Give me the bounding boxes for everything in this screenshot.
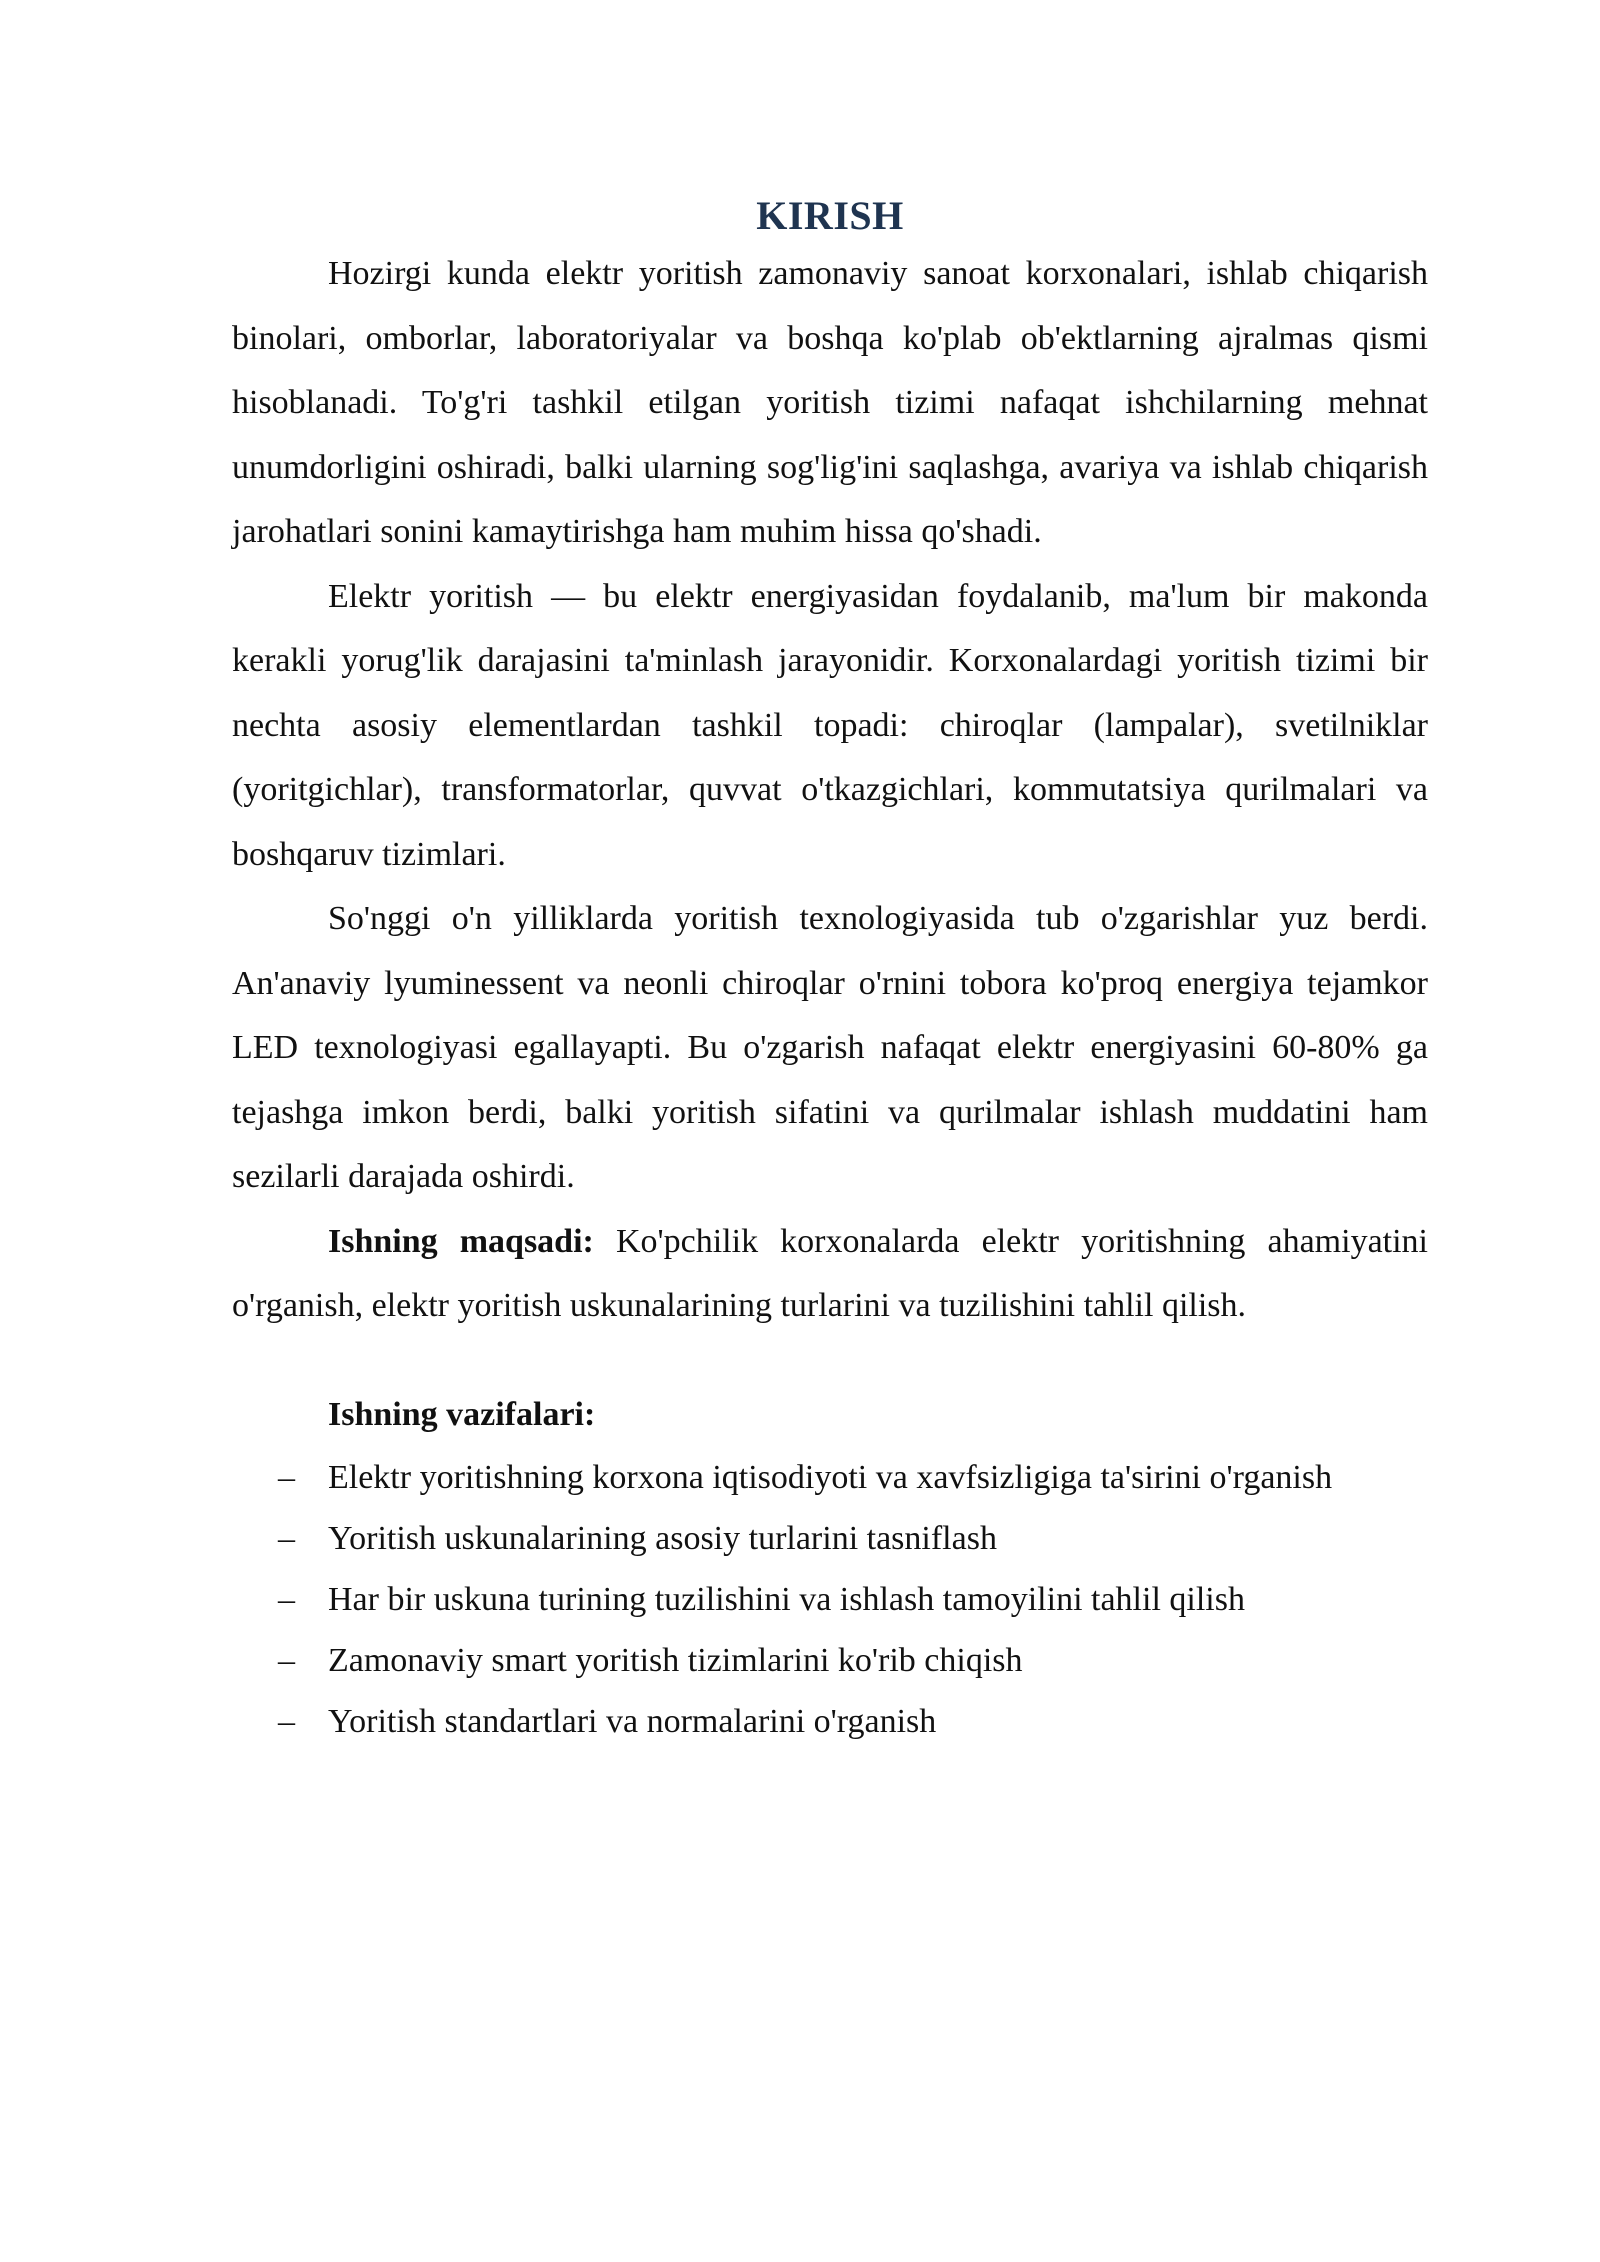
list-item <box>232 1447 1428 1508</box>
goal-text: Ko'pchilik korxonalarda elektr yoritishning ahamiyatini o'rganish, elektr yoritish uskunalarining turlarini va tuzilishini tahlil qilish. <box>232 1222 1429 1324</box>
tasks-list <box>232 1447 1428 1752</box>
task-text: Zamonaviy smart yoritish tizimlarini ko'rib chiqish <box>328 1641 1023 1679</box>
list-item <box>232 1508 1428 1569</box>
list-item <box>232 1630 1428 1691</box>
goal-paragraph <box>232 1210 1428 1339</box>
list-item <box>232 1569 1428 1630</box>
dash-bullet-icon: – <box>278 1458 295 1496</box>
document-title: KIRISH <box>756 193 904 238</box>
task-text: Yoritish standartlari va normalarini o'rganish <box>328 1702 937 1740</box>
document-page <box>232 190 1428 1752</box>
dash-bullet-icon: – <box>278 1519 295 1557</box>
task-text: Elektr yoritishning korxona iqtisodiyoti va xavfsizligiga ta'sirini o'rganish <box>328 1458 1333 1496</box>
list-item <box>232 1691 1428 1752</box>
paragraph-definition: Elektr yoritish — bu elektr energiyasidan foydalanib, ma'lum bir makonda kerakli yorug'lik darajasini ta'minlash jarayonidir. Korxonalardagi yoritish tizimi bir nechta asosiy elementlardan tashkil topadi: chiroqlar (lampalar), svetilniklar (yoritgichlar), transformatorlar, quvvat o'tkazgichlari, kommutatsiya qurilmalari va boshqaruv tizimlari. <box>232 577 1428 873</box>
task-text: Har bir uskuna turining tuzilishini va ishlash tamoyilini tahlil qilish <box>328 1580 1245 1618</box>
tasks-heading: Ishning vazifalari: <box>328 1395 596 1433</box>
task-text: Yoritish uskunalarining asosiy turlarini tasniflash <box>328 1519 997 1557</box>
goal-label: Ishning maqsadi: <box>328 1222 594 1260</box>
dash-bullet-icon: – <box>278 1580 295 1618</box>
dash-bullet-icon: – <box>278 1702 295 1740</box>
dash-bullet-icon: – <box>278 1641 295 1679</box>
paragraph-intro: Hozirgi kunda elektr yoritish zamonaviy sanoat korxonalari, ishlab chiqarish binolari, omborlar, laboratoriyalar va boshqa ko'plab ob'ektlarning ajralmas qismi hisoblanadi. To'g'ri tashkil etilgan yoritish tizimi nafaqat ishchilarning mehnat unumdorligini oshiradi, balki ularning sog'lig'ini saqlashga, avariya va ishlab chiqarish jarohatlari sonini kamaytirishga ham muhim hissa qo'shadi. <box>232 255 1428 550</box>
paragraph-led-technology: So'nggi o'n yilliklarda yoritish texnologiyasida tub o'zgarishlar yuz berdi. An'anaviy lyuminessent va neonli chiroqlar o'rnini tobora ko'proq energiya tejamkor LED texnologiyasi egallayapti. Bu o'zgarish nafaqat elektr energiyasini 60-80% ga tejashga imkon berdi, balki yoritish sifatini va qurilmalar ishlash muddatini ham sezilarli darajada oshirdi. <box>232 900 1428 1195</box>
